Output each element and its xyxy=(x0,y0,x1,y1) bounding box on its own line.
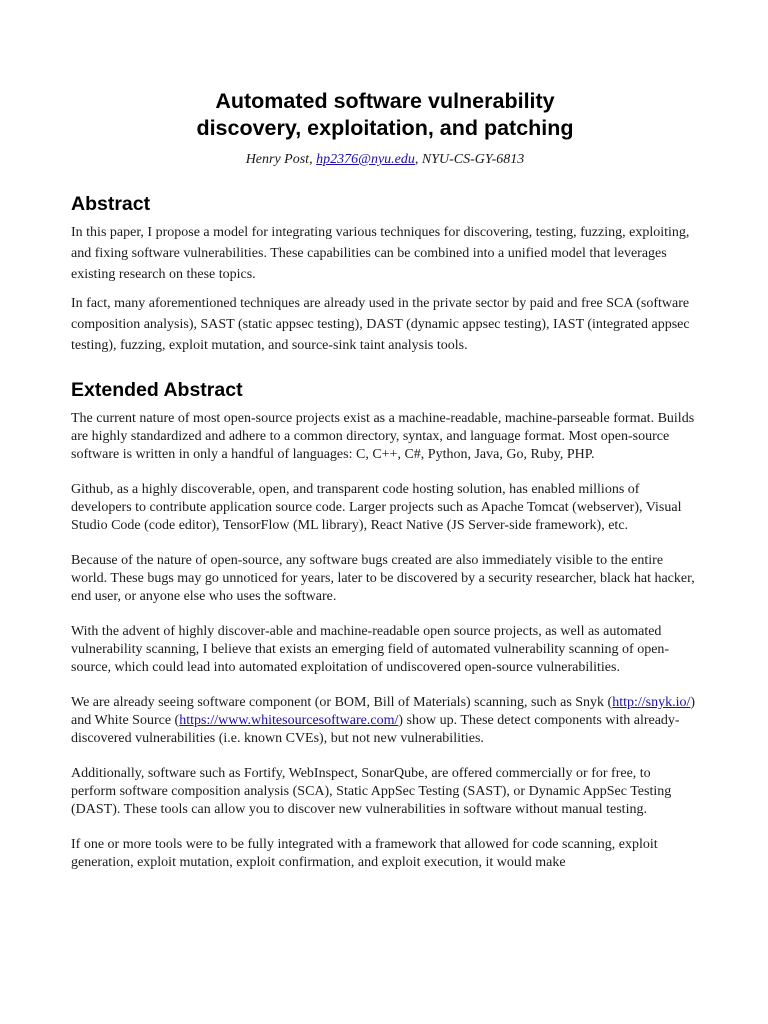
author-name: Henry Post, xyxy=(245,152,317,167)
paper-title xyxy=(71,88,699,142)
paper-title-line-2: discovery, exploitation, and patching xyxy=(196,116,574,140)
paper-title-line-1: Automated software vulnerability xyxy=(215,89,555,113)
text-span: ) show up. These detect components with already-discovered vulnerabilities (i.e. known CVEs), but not new vulnerabilities. xyxy=(71,713,680,746)
extended-abstract-section xyxy=(71,378,699,872)
extended-paragraph: If one or more tools were to be fully integrated with a framework that allowed for code scanning, exploit generation, exploit mutation, exploit confirmation, and exploit execution, it would make xyxy=(71,837,658,870)
extended-paragraph: Additionally, software such as Fortify, WebInspect, SonarQube, are offered commercially or for free, to perform software composition analysis (SCA), Static AppSec Testing (SAST), or Dynamic AppSec Testing (DAST). These tools can allow you to discover new vulnerabilities in software without manual testing. xyxy=(71,766,672,817)
text-span: We are already seeing software component (or BOM, Bill of Materials) scanning, such as Snyk ( xyxy=(71,695,613,710)
abstract-heading: Abstract xyxy=(71,193,151,215)
paper-page xyxy=(71,88,699,889)
extended-abstract-heading: Extended Abstract xyxy=(71,379,243,401)
course-code: , NYU-CS-GY-6813 xyxy=(414,152,525,167)
abstract-paragraph: In this paper, I propose a model for integrating various techniques for discovering, testing, fuzzing, exploiting, and fixing software vulnerabilities. These capabilities can be combined into a unified model that leverages existing research on these topics. xyxy=(71,225,690,282)
abstract-paragraph: In fact, many aforementioned techniques are already used in the private sector by paid and free SCA (software composition analysis), SAST (static appsec testing), DAST (dynamic appsec testing), IAST (integrated appsec testing), fuzzing, exploit mutation, and source-sink taint analysis tools. xyxy=(71,296,690,353)
author-byline xyxy=(71,151,699,169)
extended-paragraph: With the advent of highly discover-able and machine-readable open source projects, as well as automated vulnerability scanning, I believe that exists an emerging field of automated vulnerability scanning of open-source, which could lead into automated exploitation of undiscovered open-source vulnerabilities. xyxy=(71,624,670,675)
text-span: ) and White Source ( xyxy=(71,695,696,728)
snyk-link[interactable]: http://snyk.io/ xyxy=(612,695,691,710)
extended-paragraph xyxy=(71,694,699,748)
extended-paragraph: The current nature of most open-source projects exist as a machine-readable, machine-parseable format. Builds are highly standardized and adhere to a common directory, syntax, and language format. Most open-source software is written in only a handful of languages: C, C++, C#, Python, Java, Go, Ruby, PHP. xyxy=(71,411,695,462)
extended-paragraph: Because of the nature of open-source, any software bugs created are also immediately visible to the entire world. These bugs may go unnoticed for years, later to be discovered by a security researcher, black hat hacker, end user, or anyone else who uses the software. xyxy=(71,553,695,604)
extended-paragraph: Github, as a highly discoverable, open, and transparent code hosting solution, has enabled millions of developers to contribute application source code. Larger projects such as Apache Tomcat (webserver), Visual Studio Code (code editor), TensorFlow (ML library), React Native (JS Server-side framework), etc. xyxy=(71,482,682,533)
abstract-section xyxy=(71,192,699,356)
whitesource-link[interactable]: https://www.whitesourcesoftware.com/ xyxy=(179,713,399,728)
author-email-link[interactable]: hp2376@nyu.edu xyxy=(316,152,415,167)
